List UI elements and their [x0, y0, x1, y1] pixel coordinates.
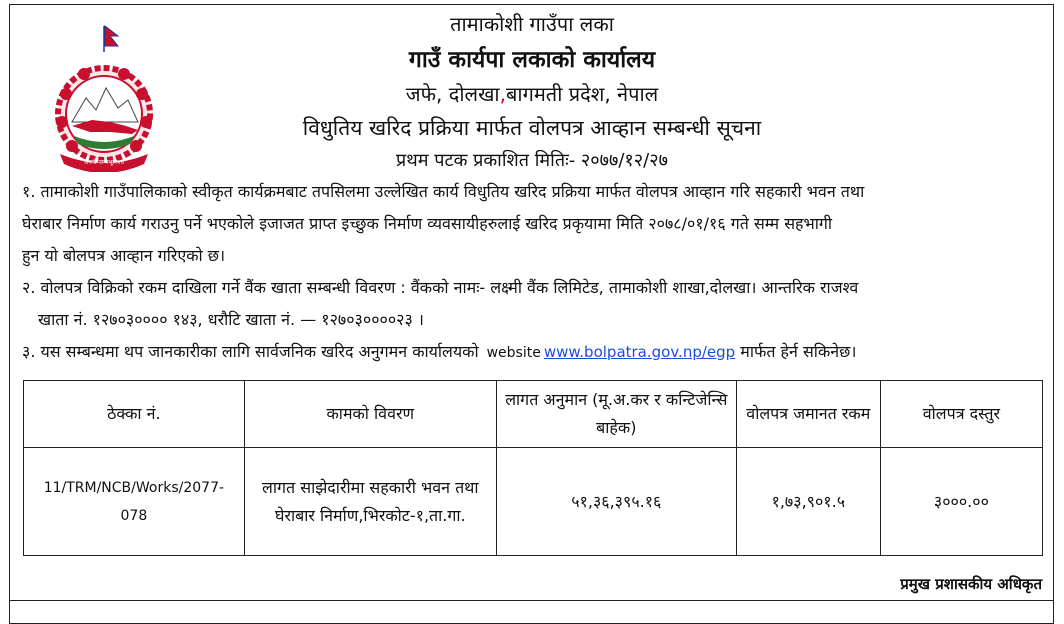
cell-bid-security: १,७३,९०१.५	[736, 448, 880, 556]
address-part2: बागमती प्रदेश, नेपाल	[505, 82, 659, 106]
cell-contract-no: 11/TRM/NCB/Works/2077-078	[24, 448, 245, 556]
cell-cost-estimate: ५१,३६,३९५.१६	[496, 448, 736, 556]
header-work-description: कामको विवरण	[244, 381, 496, 448]
table-row	[24, 448, 1043, 556]
header-cost-estimate: लागत अनुमान (मू.अ.कर र कन्टिजेन्सि बाहेक)	[496, 381, 736, 448]
address-separator: ,	[499, 82, 506, 106]
para2-line1: २. वोलपत्र विक्रिको रकम दाखिला गर्ने वैंक खाता सम्बन्धी विवरण : वैंकको नामः- लक्ष्मी वैंक लिमिटेड, तामाकोशी शाखा,दोलखा। आन्तरिक राजश्व	[22, 278, 859, 297]
para3-suffix: मार्फत हेर्न सकिनेछ।	[735, 342, 857, 361]
office-address	[0, 80, 1064, 107]
bottom-divider	[9, 600, 1054, 601]
bolpatra-link[interactable]: www.bolpatra.gov.np/egp	[543, 343, 736, 361]
header-contract-no: ठेक्का नं.	[24, 381, 245, 448]
para3-prefix: ३. यस सम्बन्धमा थप जानकारीका लागि सार्वजनिक खरिद अनुगमन कार्यालयको	[22, 342, 479, 361]
address-part1: जफे, दोलखा	[405, 82, 500, 106]
svg-text:जननी जन्मभूमिश्च: जननी जन्मभूमिश्च	[83, 159, 125, 166]
municipality-name: तामाकोशी गाउँपा लका	[450, 12, 614, 36]
table-header-row	[24, 381, 1043, 448]
para1-line1: १. तामाकोशी गाउँपालिकाको स्वीकृत कार्यक्रमबाट तपसिलमा उल्लेखित कार्य विधुतिय खरिद प्रक्रिया मार्फत वोलपत्र आव्हान गरि सहकारी भवन तथा	[22, 182, 865, 201]
notice-subject: विधुतिय खरिद प्रक्रिया मार्फत वोलपत्र आव्हान सम्बन्धी सूचना	[302, 116, 762, 140]
para3-line	[22, 336, 1047, 369]
website-label: website	[486, 345, 541, 361]
para1-line3: हुन यो बोलपत्र आव्हान गरिएको छ।	[22, 246, 226, 265]
para1-line2: घेराबार निर्माण कार्य गराउनु पर्ने भएकोले इजाजत प्राप्त इच्छुक निर्माण व्यवसायीहरुलाई खरिद प्रकृयामा मिति २०७८/०१/१६ गते सम्म सहभागी	[22, 214, 833, 233]
cell-work-description: लागत साझेदारीमा सहकारी भवन तथा घेराबार निर्माण,भिरकोट-१,ता.गा.	[244, 448, 496, 556]
cell-bid-fee: ३०००.००	[880, 448, 1042, 556]
header-bid-fee: वोलपत्र दस्तुर	[880, 381, 1042, 448]
office-name: गाउँ कार्यपा लकाको कार्यालय	[408, 47, 656, 73]
signatory-title: प्रमुख प्रशासकीय अधिकृत	[900, 575, 1042, 593]
publication-date: प्रथम पटक प्रकाशित मितिः- २०७७/१२/२७	[396, 150, 668, 171]
tender-table	[23, 380, 1043, 556]
para2-line2: खाता नं. १२७०३०००० १४३, धरौटि खाता नं. — १२७०३००००२३ ।	[38, 310, 424, 329]
header-bid-security: वोलपत्र जमानत रकम	[736, 381, 880, 448]
